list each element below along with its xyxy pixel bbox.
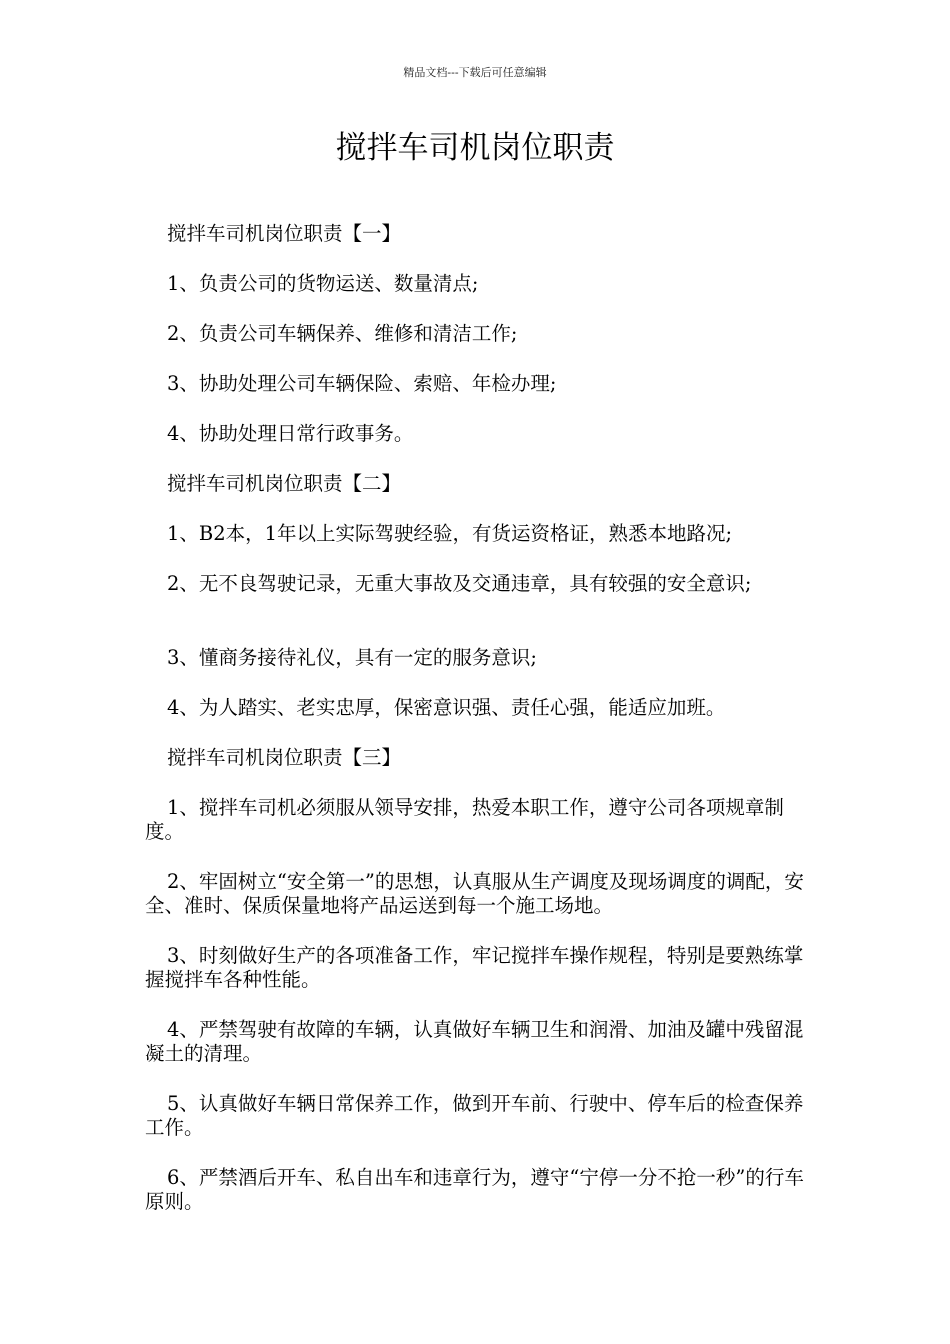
list-item: 3、懂商务接待礼仪，具有一定的服务意识; (167, 646, 537, 669)
list-item: 1、B2本，1年以上实际驾驶经验，有货运资格证，熟悉本地路况; (167, 522, 733, 545)
document-title: 搅拌车司机岗位职责 (335, 130, 615, 166)
list-item: 3、协助处理公司车辆保险、索赔、年检办理; (167, 372, 557, 395)
list-item: 4、协助处理日常行政事务。 (167, 422, 414, 445)
list-item: 1、搅拌车司机必须服从领导安排，热爱本职工作，遵守公司各项规章制度。 (145, 796, 784, 843)
list-item: 6、严禁酒后开车、私自出车和违章行为，遵守“宁停一分不抢一秒”的行车原则。 (145, 1166, 804, 1213)
list-item: 2、负责公司车辆保养、维修和清洁工作; (167, 322, 518, 345)
header-note: 精品文档---下载后可任意编辑 (403, 66, 547, 79)
list-item: 2、牢固树立“安全第一”的思想，认真服从生产调度及现场调度的调配，安全、准时、保质保量地将产品运送到每一个施工场地。 (145, 870, 804, 917)
list-item: 2、无不良驾驶记录，无重大事故及交通违章，具有较强的安全意识; (167, 572, 752, 595)
list-item: 4、严禁驾驶有故障的车辆，认真做好车辆卫生和润滑、加油及罐中残留混凝土的清理。 (145, 1018, 804, 1065)
list-item: 3、时刻做好生产的各项准备工作，牢记搅拌车操作规程，特别是要熟练掌握搅拌车各种性能。 (145, 944, 804, 991)
section-heading-3: 搅拌车司机岗位职责【三】 (167, 746, 402, 769)
section-heading-1: 搅拌车司机岗位职责【一】 (167, 222, 402, 245)
list-item: 5、认真做好车辆日常保养工作，做到开车前、行驶中、停车后的检查保养工作。 (145, 1092, 804, 1139)
list-item: 4、为人踏实、老实忠厚，保密意识强、责任心强，能适应加班。 (167, 696, 726, 719)
list-item: 1、负责公司的货物运送、数量清点; (167, 272, 479, 295)
section-heading-2: 搅拌车司机岗位职责【二】 (167, 472, 402, 495)
